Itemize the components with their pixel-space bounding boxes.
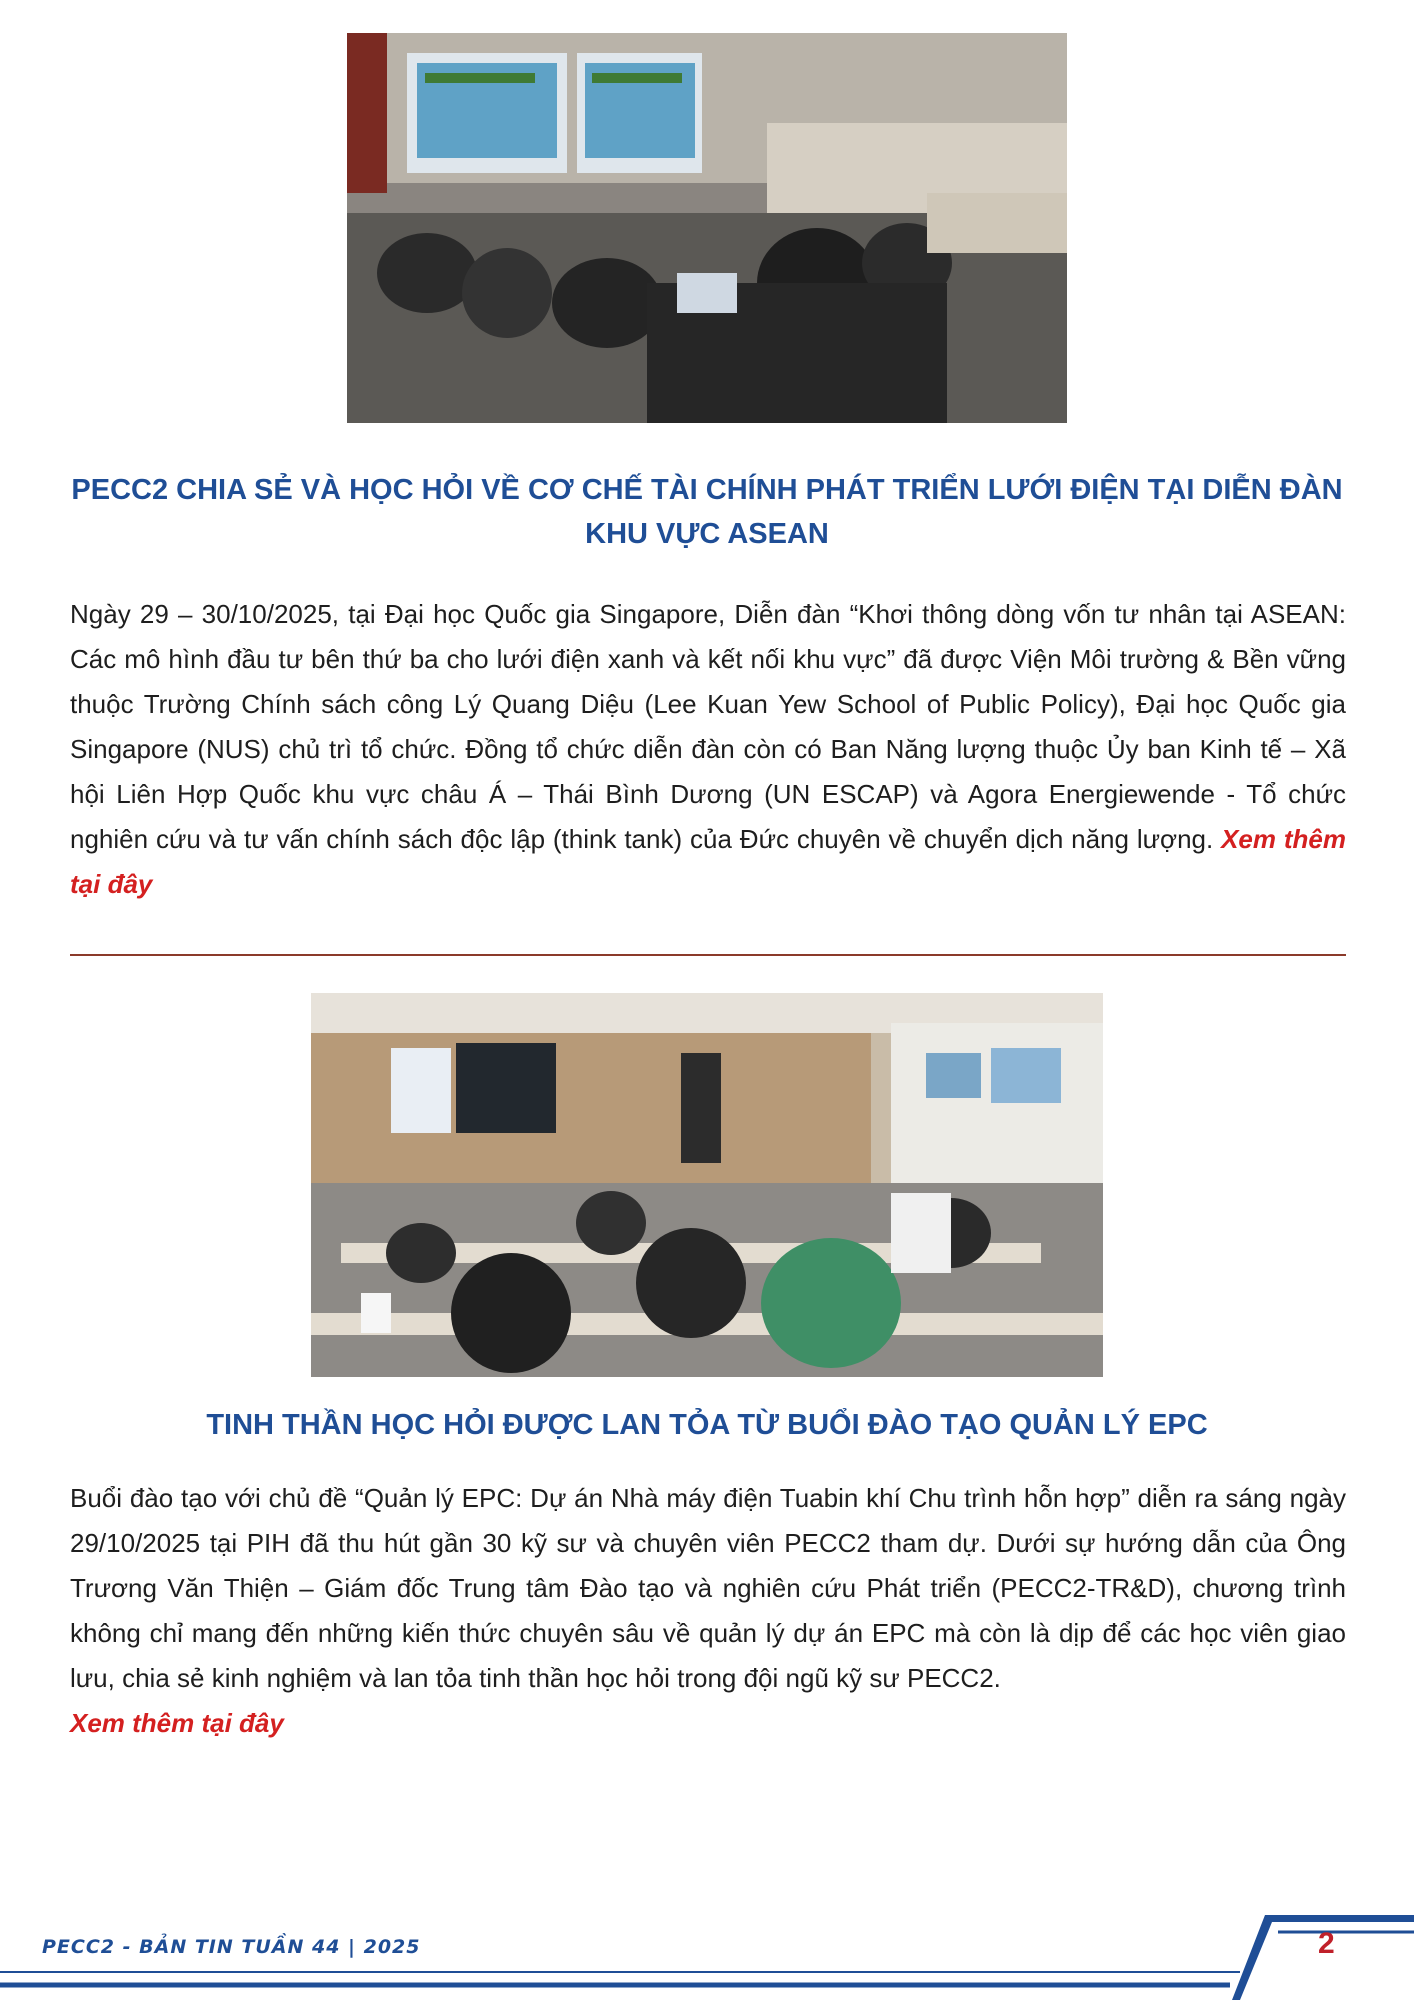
- article1-headline-line1: PECC2 CHIA SẺ VÀ HỌC HỎI VỀ CƠ CHẾ TÀI CHÍNH PHÁT TRIỂN LƯỚI ĐIỆN TẠI DIỄN ĐÀN: [71, 474, 1343, 506]
- conference-photo-illustration: [347, 33, 1067, 423]
- article2-read-more-link[interactable]: Xem thêm tại đây: [70, 1708, 284, 1738]
- page-number: 2: [1318, 1927, 1335, 1960]
- article2-body-text: Buổi đào tạo với chủ đề “Quản lý EPC: Dự án Nhà máy điện Tuabin khí Chu trình hỗn hợp” diễn ra sáng ngày 29/10/2025 tại PIH đã thu hút gần 30 kỹ sư và chuyên viên PECC2 tham dự. Dưới sự hướng dẫn của Ông Trương Văn Thiện – Giám đốc Trung tâm Đào tạo và nghiên cứu Phát triển (PECC2-TR&D), chương trình không chỉ mang đến những kiến thức chuyên sâu về quản lý dự án EPC mà còn là dịp để các học viên giao lưu, chia sẻ kinh nghiệm và lan tỏa tinh thần học hỏi trong đội ngũ kỹ sư PECC2.: [70, 1483, 1346, 1693]
- section-divider: [70, 954, 1346, 956]
- article1-body-text: Ngày 29 – 30/10/2025, tại Đại học Quốc gia Singapore, Diễn đàn “Khơi thông dòng vốn tư nhân tại ASEAN: Các mô hình đầu tư bên thứ ba cho lưới điện xanh và kết nối khu vực” đã được Viện Môi trường & Bền vững thuộc Trường Chính sách công Lý Quang Diệu (Lee Kuan Yew School of Public Policy), Đại học Quốc gia Singapore (NUS) chủ trì tổ chức. Đồng tổ chức diễn đàn còn có Ban Năng lượng thuộc Ủy ban Kinh tế – Xã hội Liên Hợp Quốc khu vực châu Á – Thái Bình Dương (UN ESCAP) và Agora Energiewende - Tổ chức nghiên cứu và tư vấn chính sách độc lập (think tank) của Đức chuyên về chuyển dịch năng lượng.: [70, 599, 1346, 854]
- article1-read-more-link[interactable]: Xem thêm tại đây: [70, 824, 1346, 899]
- article1-headline: [70, 468, 1344, 556]
- conference-photo-singapore: [347, 33, 1067, 423]
- article2-body: [70, 1476, 1346, 1746]
- article1-body: [70, 592, 1346, 907]
- article2-headline: TINH THẦN HỌC HỎI ĐƯỢC LAN TỎA TỪ BUỔI ĐÀO TẠO QUẢN LÝ EPC: [206, 1409, 1208, 1441]
- newsletter-footer-label: PECC2 - BẢN TIN TUẦN 44 | 2025: [42, 1936, 421, 1958]
- article1-headline-line2: KHU VỰC ASEAN: [585, 518, 829, 550]
- training-photo-illustration: [311, 993, 1103, 1377]
- training-photo-pih: [311, 993, 1103, 1377]
